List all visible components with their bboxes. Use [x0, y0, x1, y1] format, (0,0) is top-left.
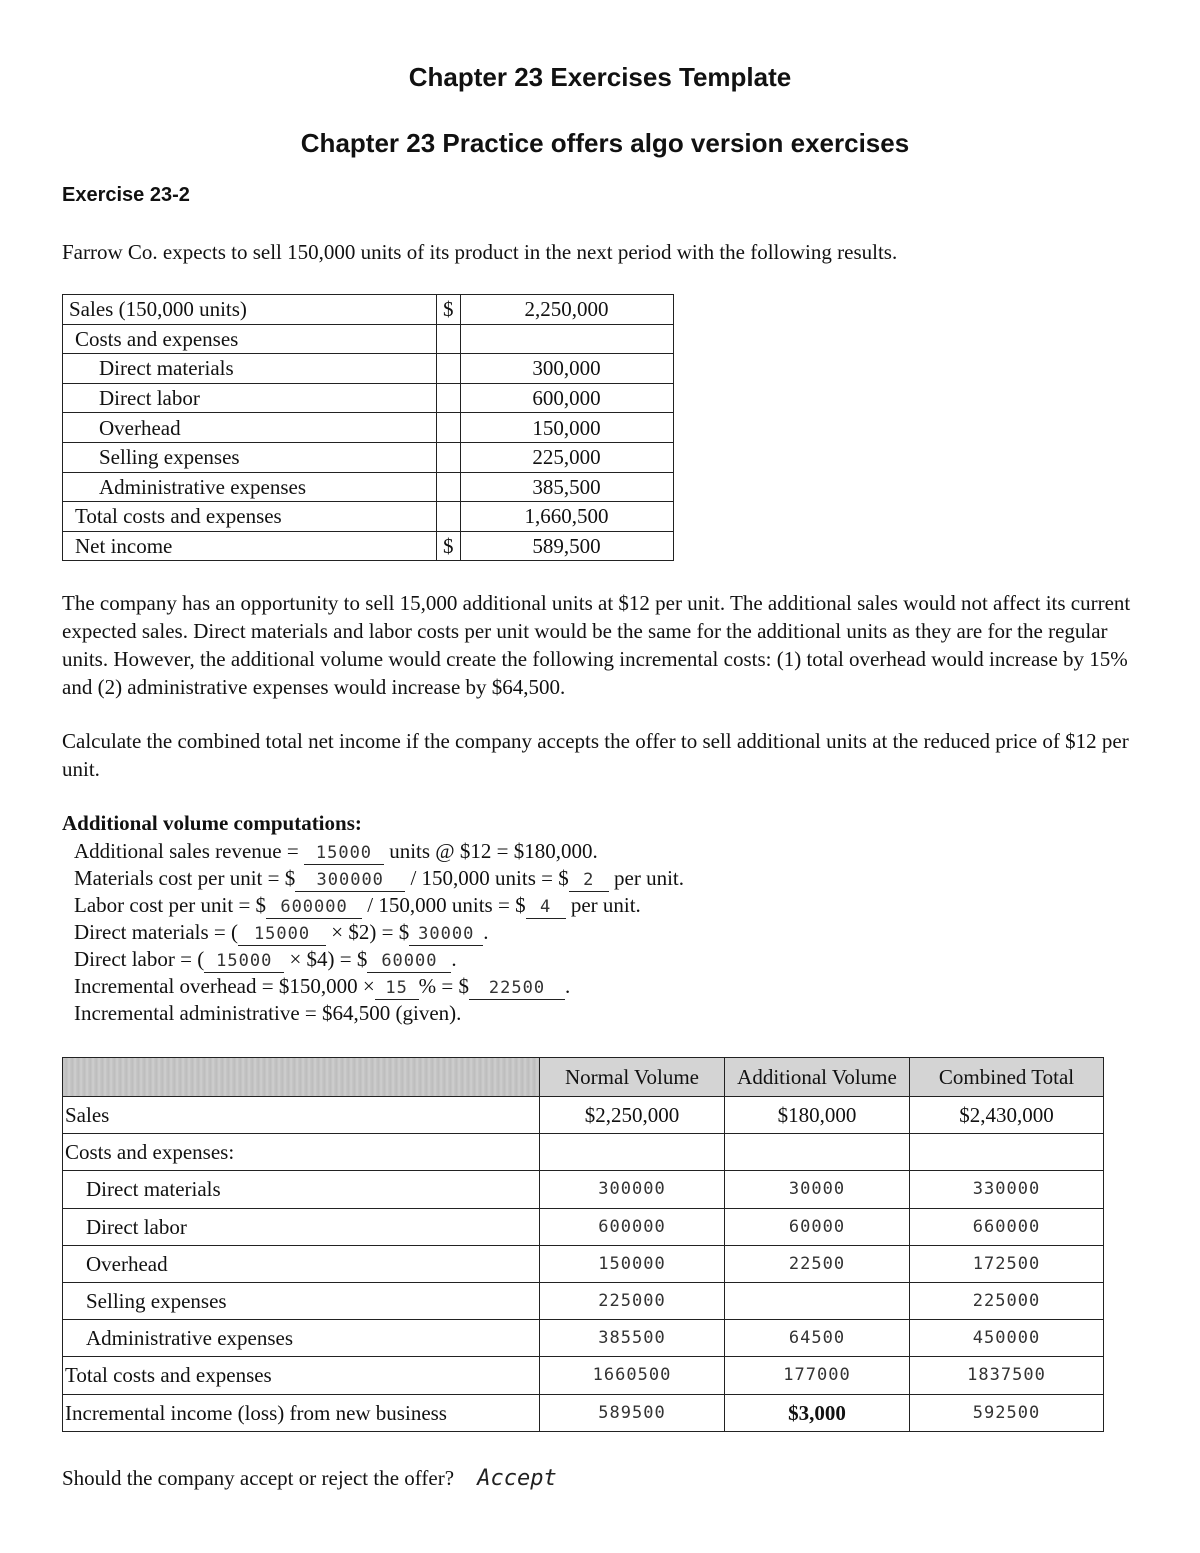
- computation-incremental-overhead: Incremental overhead = $150,000 × 15 % = $ 22500 .: [74, 974, 571, 998]
- additional-volume-cell[interactable]: 60000: [725, 1208, 910, 1245]
- income-row: [63, 502, 674, 532]
- additional-volume-cell[interactable]: $180,000: [725, 1097, 910, 1134]
- exercise-heading: Exercise 23-2: [62, 184, 190, 206]
- income-row-value: 1,660,500: [460, 502, 673, 532]
- computation-materials-per-unit: Materials cost per unit = $ 300000 / 150,000 units = $ 2 per unit.: [74, 866, 684, 890]
- income-row-dollar: [437, 442, 461, 472]
- page-subtitle: Chapter 23 Practice offers algo version exercises: [300, 128, 910, 158]
- normal-volume-cell[interactable]: [540, 1134, 725, 1171]
- comparison-row: [63, 1208, 1104, 1245]
- income-row-value: 385,500: [460, 472, 673, 502]
- page-title: Chapter 23 Exercises Template: [408, 62, 792, 92]
- income-row: [63, 442, 674, 472]
- dl-total-fill[interactable]: 60000: [367, 950, 451, 973]
- normal-volume-cell[interactable]: 225000: [540, 1282, 725, 1319]
- comparison-row: [63, 1097, 1104, 1134]
- income-statement-table: [62, 294, 674, 561]
- income-row-label: Selling expenses: [63, 442, 437, 472]
- income-row-dollar: $: [437, 295, 461, 325]
- comparison-row-label: Total costs and expenses: [63, 1357, 540, 1394]
- income-row: [63, 413, 674, 443]
- additional-volume-cell[interactable]: 64500: [725, 1320, 910, 1357]
- income-row-value: 225,000: [460, 442, 673, 472]
- materials-unit-fill[interactable]: 2: [569, 869, 609, 892]
- comparison-row: [63, 1282, 1104, 1319]
- computation-labor-per-unit: Labor cost per unit = $ 600000 / 150,000 units = $ 4 per unit.: [74, 893, 641, 917]
- comparison-row-label: Sales: [63, 1097, 540, 1134]
- answer-field[interactable]: Accept: [477, 1466, 557, 1491]
- combined-total-cell[interactable]: $2,430,000: [910, 1097, 1104, 1134]
- comparison-row-label: Incremental income (loss) from new business: [63, 1394, 540, 1431]
- income-row-dollar: [437, 413, 461, 443]
- comparison-row-label: Selling expenses: [63, 1282, 540, 1319]
- normal-volume-cell[interactable]: 589500: [540, 1394, 725, 1431]
- comparison-row: [63, 1134, 1104, 1171]
- comparison-row: [63, 1394, 1104, 1431]
- overhead-percent-fill[interactable]: 15: [375, 977, 419, 1000]
- normal-volume-cell[interactable]: $2,250,000: [540, 1097, 725, 1134]
- income-row-value: 2,250,000: [460, 295, 673, 325]
- normal-volume-cell[interactable]: 385500: [540, 1320, 725, 1357]
- additional-volume-cell[interactable]: [725, 1282, 910, 1319]
- dl-units-fill[interactable]: 15000: [204, 950, 284, 973]
- combined-total-cell[interactable]: 225000: [910, 1282, 1104, 1319]
- additional-volume-cell[interactable]: [725, 1134, 910, 1171]
- income-row: [63, 354, 674, 384]
- question-line: [62, 1466, 557, 1491]
- comparison-row-label: Administrative expenses: [63, 1320, 540, 1357]
- normal-volume-cell[interactable]: 600000: [540, 1208, 725, 1245]
- header-normal-volume: Normal Volume: [540, 1058, 725, 1097]
- income-row: [63, 295, 674, 325]
- additional-volume-cell[interactable]: 177000: [725, 1357, 910, 1394]
- income-row-dollar: $: [437, 531, 461, 561]
- normal-volume-cell[interactable]: 1660500: [540, 1357, 725, 1394]
- comparison-row-label: Direct labor: [63, 1208, 540, 1245]
- computation-sales-revenue: Additional sales revenue = 15000 units @ $12 = $180,000.: [74, 839, 598, 863]
- income-row-value: 600,000: [460, 383, 673, 413]
- computations-heading: Additional volume computations:: [62, 811, 362, 835]
- combined-total-cell[interactable]: [910, 1134, 1104, 1171]
- income-row-dollar: [437, 383, 461, 413]
- comparison-table: [62, 1057, 1104, 1432]
- income-row-dollar: [437, 354, 461, 384]
- combined-total-cell[interactable]: 1837500: [910, 1357, 1104, 1394]
- comparison-row-label: Costs and expenses:: [63, 1134, 540, 1171]
- income-row-label: Direct materials: [63, 354, 437, 384]
- income-row: [63, 324, 674, 354]
- income-row-label: Administrative expenses: [63, 472, 437, 502]
- income-row-label: Costs and expenses: [63, 324, 437, 354]
- comparison-row: [63, 1171, 1104, 1208]
- header-combined-total: Combined Total: [910, 1058, 1104, 1097]
- comparison-row: [63, 1320, 1104, 1357]
- income-row-label: Sales (150,000 units): [63, 295, 437, 325]
- computation-direct-labor: Direct labor = ( 15000 × $4) = $ 60000 .: [74, 947, 457, 971]
- income-row-value: 589,500: [460, 531, 673, 561]
- computation-direct-materials: Direct materials = ( 15000 × $2) = $ 30000 .: [74, 920, 489, 944]
- dm-units-fill[interactable]: 15000: [238, 923, 326, 946]
- comparison-header-row: [63, 1058, 1104, 1097]
- income-row: [63, 472, 674, 502]
- combined-total-cell[interactable]: 450000: [910, 1320, 1104, 1357]
- combined-total-cell[interactable]: 172500: [910, 1245, 1104, 1282]
- overhead-total-fill[interactable]: 22500: [469, 977, 565, 1000]
- additional-volume-cell[interactable]: $3,000: [725, 1394, 910, 1431]
- comparison-row: [63, 1245, 1104, 1282]
- computation-incremental-admin: Incremental administrative = $64,500 (given).: [74, 1001, 462, 1025]
- income-row-dollar: [437, 502, 461, 532]
- task-text: Calculate the combined total net income if the company accepts the offer to sell additional units at the reduced price of $12 per unit.: [62, 729, 1129, 781]
- comparison-row: [63, 1357, 1104, 1394]
- header-additional-volume: Additional Volume: [725, 1058, 910, 1097]
- labor-total-fill[interactable]: 600000: [266, 896, 362, 919]
- intro-text: Farrow Co. expects to sell 150,000 units of its product in the next period with the following results.: [62, 240, 898, 264]
- additional-volume-cell[interactable]: 30000: [725, 1171, 910, 1208]
- dm-total-fill[interactable]: 30000: [409, 923, 483, 946]
- combined-total-cell[interactable]: 330000: [910, 1171, 1104, 1208]
- income-row-value: 300,000: [460, 354, 673, 384]
- comparison-row-label: Direct materials: [63, 1171, 540, 1208]
- additional-volume-cell[interactable]: 22500: [725, 1245, 910, 1282]
- materials-total-fill[interactable]: 300000: [295, 869, 405, 892]
- income-row-value: 150,000: [460, 413, 673, 443]
- income-row: [63, 383, 674, 413]
- income-row-label: Total costs and expenses: [63, 502, 437, 532]
- opportunity-text: The company has an opportunity to sell 15,000 additional units at $12 per unit. The additional sales would not affect its current expected sales. Direct materials and labor costs per unit would be the same for the additional units as they are for the regular units. However, the additional volume would create the following incremental costs: (1) total overhead would increase by 15% and (2) administrative expenses would increase by $64,500.: [62, 591, 1131, 699]
- income-row-dollar: [437, 324, 461, 354]
- combined-total-cell[interactable]: 660000: [910, 1208, 1104, 1245]
- labor-unit-fill[interactable]: 4: [526, 896, 566, 919]
- combined-total-cell[interactable]: 592500: [910, 1394, 1104, 1431]
- question-text: Should the company accept or reject the offer?: [62, 1466, 455, 1490]
- income-row-label: Overhead: [63, 413, 437, 443]
- normal-volume-cell[interactable]: 150000: [540, 1245, 725, 1282]
- income-row: [63, 531, 674, 561]
- comparison-row-label: Overhead: [63, 1245, 540, 1282]
- units-fill[interactable]: 15000: [304, 842, 384, 865]
- normal-volume-cell[interactable]: 300000: [540, 1171, 725, 1208]
- income-row-value: [460, 324, 673, 354]
- income-row-label: Direct labor: [63, 383, 437, 413]
- income-row-dollar: [437, 472, 461, 502]
- header-blank-cell: [63, 1058, 540, 1097]
- income-row-label: Net income: [63, 531, 437, 561]
